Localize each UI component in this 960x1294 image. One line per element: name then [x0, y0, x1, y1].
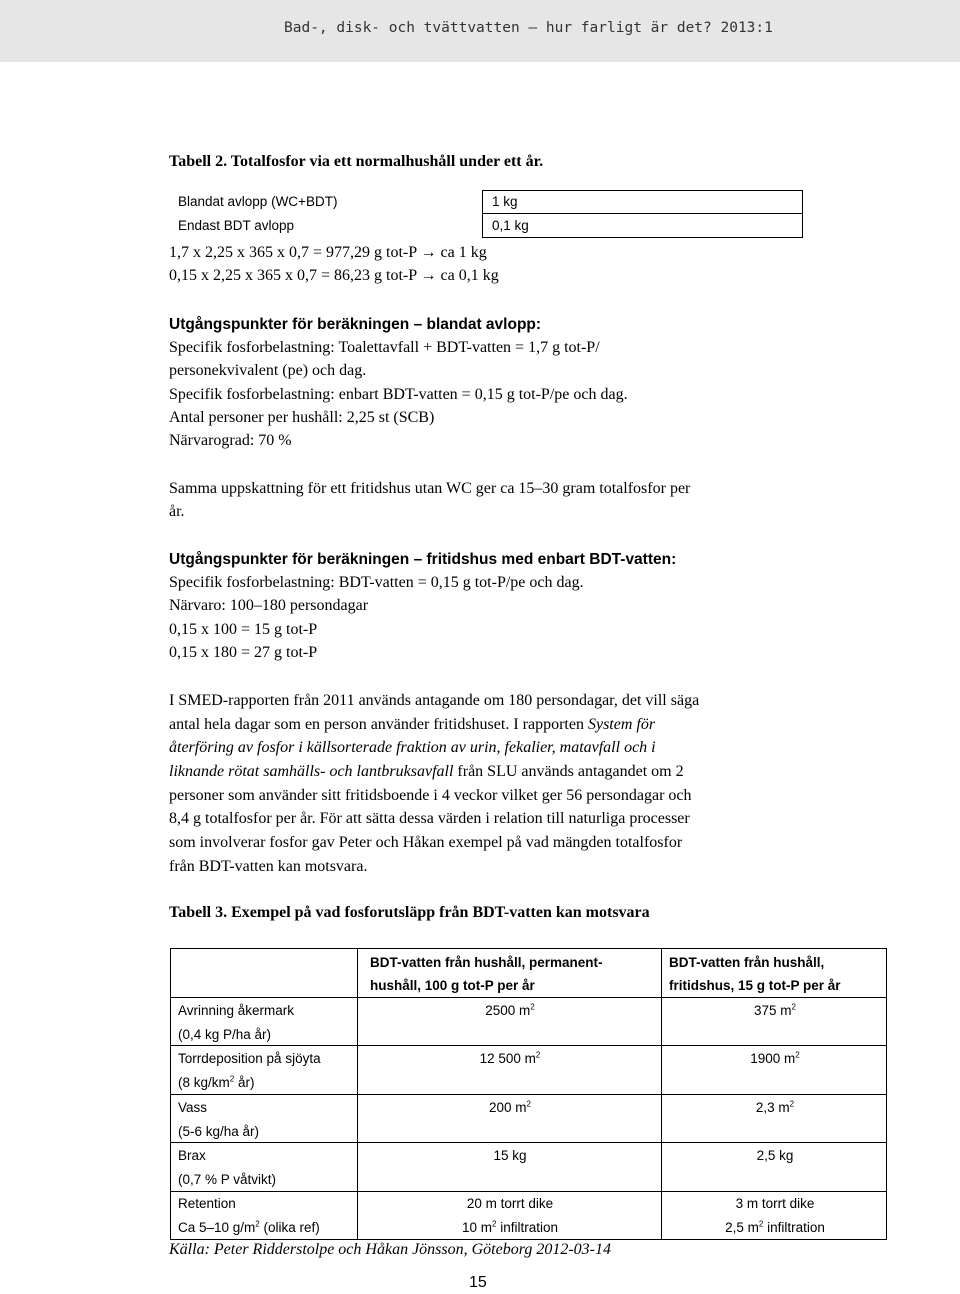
table3 — [170, 948, 887, 1240]
table3-value: 2500 m — [485, 1003, 531, 1018]
table2-divider — [482, 213, 803, 214]
table3-divider — [171, 1094, 886, 1095]
section1-line: Antal personer per hushåll: 2,25 st (SCB) — [169, 409, 435, 426]
section2-line: 0,15 x 100 = 15 g tot-P — [169, 621, 318, 638]
table3-cell — [358, 1096, 662, 1120]
page-number: 15 — [469, 1274, 487, 1291]
table3-row-label: Vass — [178, 1100, 208, 1115]
table3-row-sublabel — [178, 1216, 320, 1240]
table3-divider — [171, 1045, 886, 1046]
table3-caption: Tabell 3. Exempel på vad fosforutsläpp från BDT-vatten kan motsvara — [169, 904, 650, 921]
calc-line-1: 1,7 x 2,25 x 365 x 0,7 = 977,29 g tot-P → ca 1 kg — [169, 244, 487, 261]
table3-row-sublabel: (5-6 kg/ha år) — [178, 1124, 260, 1139]
table3-divider — [171, 1142, 886, 1143]
table3-value: 10 m — [462, 1220, 493, 1235]
table3-value: infiltration — [496, 1220, 558, 1235]
superscript: 2 — [530, 1002, 535, 1012]
table3-row-label: Retention — [178, 1196, 236, 1211]
report-title: återföring av fosfor i källsorterade fraktion av urin, fekalier, matavfall och i — [169, 739, 656, 756]
superscript: 2 — [791, 1002, 796, 1012]
paragraph-line: 8,4 g totalfosfor per år. För att sätta dessa värden i relation till naturliga processer — [169, 810, 690, 827]
superscript: 2 — [795, 1050, 800, 1060]
page-header — [0, 0, 960, 62]
section1-line: personekvivalent (pe) och dag. — [169, 362, 367, 379]
table2-row-value: 1 kg — [492, 194, 518, 209]
table3-cell: 3 m torrt dike — [735, 1196, 815, 1211]
table3-row-sublabel: (0,4 kg P/ha år) — [178, 1027, 272, 1042]
paragraph-line — [169, 760, 684, 784]
table3-value: 2,5 m — [725, 1220, 759, 1235]
table3-value: 12 500 m — [479, 1051, 536, 1066]
table3-col3-header: fritidshus, 15 g tot-P per år — [669, 978, 841, 993]
paragraph-line: I SMED-rapporten från 2011 används antagande om 180 persondagar, det vill säga — [169, 692, 700, 709]
paragraph-text: från SLU används antagandet om 2 — [453, 763, 684, 780]
paragraph-text: antal hela dagar som en person använder fritidshuset. I rapporten — [169, 716, 588, 733]
section2-heading: Utgångspunkter för beräkningen – fritidshus med enbart BDT-vatten: — [169, 551, 677, 568]
table3-value: infiltration — [763, 1220, 825, 1235]
sublabel-text: (olika ref) — [259, 1220, 320, 1235]
table3-cell: 15 kg — [493, 1148, 527, 1163]
paragraph-line — [169, 713, 655, 737]
table3-col2-header: hushåll, 100 g tot-P per år — [370, 978, 535, 993]
table3-cell — [662, 1096, 888, 1120]
sublabel-text: (8 kg/km — [178, 1075, 230, 1090]
section1-line: Närvarograd: 70 % — [169, 432, 292, 449]
superscript: 2 — [255, 1219, 260, 1229]
table3-col3-header: BDT-vatten från hushåll, — [669, 955, 825, 970]
paragraph-line: som involverar fosfor gav Peter och Håkan exempel på vad mängden totalfosfor — [169, 834, 683, 851]
table3-col2-header: BDT-vatten från hushåll, permanent- — [370, 955, 603, 970]
table3-cell — [358, 1216, 662, 1240]
table2 — [170, 190, 803, 238]
sublabel-text: år) — [234, 1075, 255, 1090]
table2-row-value: 0,1 kg — [492, 218, 529, 233]
paragraph-line: från BDT-vatten kan motsvara. — [169, 858, 368, 875]
section1-line: Specifik fosforbelastning: enbart BDT-vatten = 0,15 g tot-P/pe och dag. — [169, 386, 628, 403]
report-title: liknande rötat samhälls- och lantbruksavfall — [169, 763, 454, 780]
section2-line: Specifik fosforbelastning: BDT-vatten = 0,15 g tot-P/pe och dag. — [169, 574, 584, 591]
table3-cell — [358, 999, 662, 1023]
paragraph-line — [169, 736, 656, 760]
paragraph-line: år. — [169, 503, 185, 520]
table3-cell — [358, 1047, 662, 1071]
section1-line: Specifik fosforbelastning: Toalettavfall + BDT-vatten = 1,7 g tot-P/ — [169, 339, 600, 356]
table3-row-sublabel — [178, 1071, 254, 1095]
section2-line: 0,15 x 180 = 27 g tot-P — [169, 644, 318, 661]
table3-row-label: Avrinning åkermark — [178, 1003, 295, 1018]
table2-caption: Tabell 2. Totalfosfor via ett normalhushåll under ett år. — [169, 153, 544, 170]
superscript: 2 — [526, 1099, 531, 1109]
superscript: 2 — [535, 1050, 541, 1060]
table3-value: 200 m — [489, 1100, 527, 1115]
table3-cell: 20 m torrt dike — [466, 1196, 554, 1211]
superscript: 2 — [492, 1219, 497, 1229]
sublabel-text: Ca 5–10 g/m — [178, 1220, 256, 1235]
table3-row-label: Torrdeposition på sjöyta — [178, 1051, 321, 1066]
superscript: 2 — [229, 1074, 235, 1084]
table3-source: Källa: Peter Ridderstolpe och Håkan Jönsson, Göteborg 2012-03-14 — [169, 1241, 612, 1258]
table2-row-label: Blandat avlopp (WC+BDT) — [178, 194, 338, 209]
header-title: Bad-, disk- och tvättvatten – hur farligt är det? 2013:1 — [284, 20, 773, 36]
table3-cell: 2,5 kg — [756, 1148, 794, 1163]
table3-cell — [662, 999, 888, 1023]
table3-value: 375 m — [754, 1003, 792, 1018]
table3-row-label: Brax — [178, 1148, 206, 1163]
table3-value: 2,3 m — [755, 1100, 790, 1115]
table3-value: 1900 m — [750, 1051, 796, 1066]
superscript: 2 — [789, 1099, 795, 1109]
table2-value-box — [482, 190, 803, 238]
report-title: System för — [587, 716, 656, 733]
paragraph-line: personer som använder sitt fritidsboende i 4 veckor vilket ger 56 persondagar och — [169, 787, 692, 804]
table3-row-sublabel: (0,7 % P våtvikt) — [178, 1172, 277, 1187]
paragraph-line: Samma uppskattning för ett fritidshus utan WC ger ca 15–30 gram totalfosfor per — [169, 480, 691, 497]
table3-cell — [662, 1216, 888, 1240]
table3-cell — [662, 1047, 888, 1071]
section2-line: Närvaro: 100–180 persondagar — [169, 597, 369, 614]
section1-heading: Utgångspunkter för beräkningen – blandat avlopp: — [169, 316, 542, 333]
superscript: 2 — [758, 1219, 764, 1229]
table2-row-label: Endast BDT avlopp — [178, 218, 295, 233]
calc-line-2: 0,15 x 2,25 x 365 x 0,7 = 86,23 g tot-P → ca 0,1 kg — [169, 267, 499, 284]
